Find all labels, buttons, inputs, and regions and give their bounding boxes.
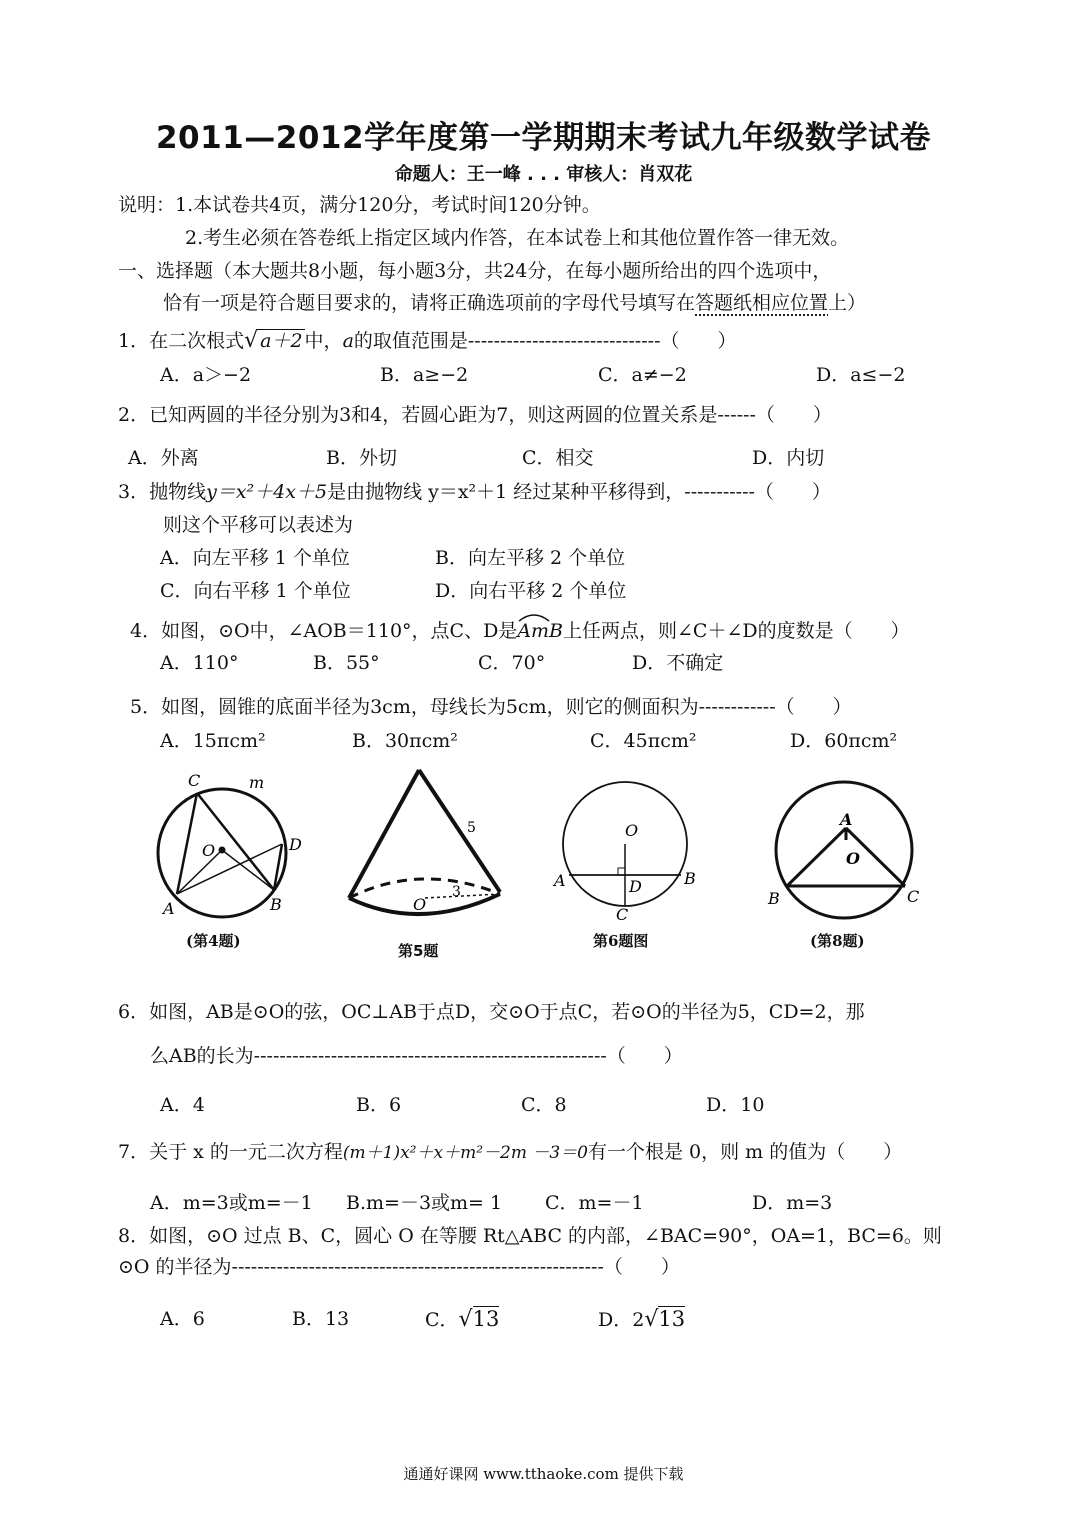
note-line-2: 2.考生必须在答卷纸上指定区域内作答，在本试卷上和其他位置作答一律无效。: [185, 227, 850, 249]
fig8-label: O: [846, 849, 860, 868]
q8-option-a: A．6: [160, 1308, 205, 1330]
fig5-slant-right: [419, 770, 500, 892]
footer-text: 通通好课网 www.tthaoke.com 提供下载: [403, 1465, 684, 1483]
fig4-line-ca: [177, 793, 197, 894]
q7-stem: 7．关于 x 的一元二次方程: [118, 1141, 343, 1163]
fig8-caption: (第8题): [810, 932, 865, 950]
fig4-label: B: [270, 895, 282, 914]
fig5-caption: 第5题: [398, 942, 439, 960]
question-5: 5．如图，圆锥的底面半径为3cm，母线长为5cm，则它的侧面积为------------（ ）: [130, 696, 852, 718]
fig4-label: C: [188, 771, 201, 790]
fig5-label: O: [413, 895, 427, 914]
q8-option-c: [425, 1306, 499, 1333]
q5-option-b: B．30πcm²: [352, 730, 458, 752]
q4-option-a: A．110°: [160, 652, 239, 674]
note-line-1: 说明：1.本试卷共4页，满分120分，考试时间120分钟。: [118, 194, 601, 216]
fig8-label: B: [768, 889, 780, 908]
q6-option-b: B．6: [356, 1094, 402, 1116]
q2-option-a: A．外离: [128, 447, 199, 469]
q8-option-d-label: D．2: [598, 1309, 645, 1331]
q1-stem-b: 中，: [304, 330, 343, 352]
figure-4: [150, 768, 320, 938]
q7-option-c: C．m=－1: [545, 1192, 644, 1214]
q1-stem-c: 的取值范围是------------------------------（ ）: [353, 330, 737, 352]
fig5-label: 3: [452, 884, 461, 900]
fig6-label: B: [684, 869, 696, 888]
question-6-line-1: 6．如图，AB是⊙O的弦，OC⊥AB于点D，交⊙O于点C，若⊙O的半径为5，CD=2，那: [118, 1001, 865, 1023]
question-8-line-1: 8．如图，⊙O 过点 B、C，圆心 O 在等腰 Rt△ABC 的内部，∠BAC=90°，OA=1，BC=6。则: [118, 1225, 942, 1247]
q1-option-b: B．a≥−2: [380, 364, 469, 386]
fig4-label: D: [289, 835, 302, 854]
q7-equation: (m＋1)x²＋x＋m²－2m －3＝0: [342, 1143, 588, 1163]
q4-option-c: C．70°: [478, 652, 546, 674]
fig6-right-angle-icon: [618, 868, 625, 875]
fig4-label: A: [163, 899, 175, 918]
q1-option-a: A．a＞−2: [160, 364, 252, 386]
figure-5: [340, 762, 510, 922]
q6-option-c: C．8: [521, 1094, 567, 1116]
fig4-center-dot: [219, 847, 226, 854]
q7-option-b: B.m=－3或m= 1: [346, 1192, 503, 1214]
fig5-slant-left: [349, 770, 419, 898]
q4-arc-text: AmB: [517, 620, 564, 642]
q4-arc: [517, 618, 563, 644]
q8-option-d: [598, 1306, 685, 1333]
page-title: 2011—2012学年度第一学期期末考试九年级数学试卷: [155, 120, 932, 156]
q3-stem-c: 则这个平移可以表述为: [163, 514, 354, 536]
fig6-label: O: [625, 821, 639, 840]
q5-option-d: D．60πcm²: [790, 730, 898, 752]
section-dotted-text: 答题纸相应位置: [695, 292, 829, 314]
fig8-circle: [776, 782, 912, 918]
q3-option-a: A．向左平移 1 个单位: [160, 547, 350, 569]
figure-6: [550, 770, 710, 930]
question-8-line-2: ⊙O 的半径为----------------------------------------------------------（ ）: [118, 1256, 680, 1278]
figure-8: [760, 768, 935, 938]
fig8-label: C: [907, 887, 920, 906]
sqrt-sign: √: [644, 1307, 659, 1332]
q4-option-b: B．55°: [313, 652, 380, 674]
question-4: [130, 618, 910, 644]
q2-option-c: C．相交: [522, 447, 594, 469]
fig4-line-ad: [177, 844, 282, 894]
q7-stem-b: 有一个根是 0，则 m 的值为（ ）: [588, 1141, 903, 1163]
q3-stem: 3．抛物线: [118, 481, 207, 503]
page-subtitle: 命题人：王一峰 . . . 审核人：肖双花: [394, 164, 693, 185]
section-text-end: 上）: [828, 292, 867, 314]
section-heading: 一、选择题（本大题共8小题，每小题3分，共24分，在每小题所给出的四个选项中，: [118, 260, 832, 282]
arc-mark-icon: [517, 612, 551, 622]
q1-option-d: D．a≤−2: [816, 364, 906, 386]
fig5-label: 5: [467, 820, 476, 836]
q3-option-d: D．向右平移 2 个单位: [435, 580, 627, 602]
q5-option-c: C．45πcm²: [590, 730, 697, 752]
q5-option-a: A．15πcm²: [160, 730, 266, 752]
fig6-label: C: [616, 905, 629, 924]
q3-stem-b: 是由抛物线 y＝x²＋1 经过某种平移得到，-----------（ ）: [327, 481, 831, 503]
q3-option-b: B．向左平移 2 个单位: [435, 547, 626, 569]
section-heading-line-2: [163, 290, 866, 316]
q4-stem: 4．如图，⊙O中，∠AOB＝110°，点C、D是: [130, 620, 518, 642]
question-3: [118, 479, 831, 505]
q1-radicand: a＋2: [260, 330, 303, 352]
q7-option-a: A．m=3或m=－1: [150, 1192, 313, 1214]
q2-option-b: B．外切: [326, 447, 397, 469]
section-text: 恰有一项是符合题目要求的，请将正确选项前的字母代号填写在: [163, 292, 696, 314]
q6-option-d: D．10: [706, 1094, 765, 1116]
fig6-caption: 第6题图: [593, 932, 649, 950]
question-7: [118, 1139, 902, 1166]
q4-option-d: D．不确定: [632, 652, 724, 674]
q3-equation: y＝x²＋4x＋5: [206, 481, 328, 503]
q8-option-c-label: C．: [425, 1309, 459, 1331]
fig8-line-ab: [787, 828, 846, 886]
fig8-label: A: [840, 810, 853, 829]
q1-option-c: C．a≠−2: [598, 364, 687, 386]
question-2: 2．已知两圆的半径分别为3和4，若圆心距为7，则这两圆的位置关系是------（ ）: [118, 404, 832, 426]
sqrt-sign: √: [244, 328, 259, 353]
fig6-label: D: [629, 877, 642, 896]
fig4-label: m: [249, 773, 265, 792]
q1-var: a: [342, 330, 354, 352]
q8-option-d-radicand: 13: [658, 1307, 686, 1331]
q6-option-a: A．4: [160, 1094, 205, 1116]
q8-option-b: B．13: [292, 1308, 350, 1330]
q2-option-d: D．内切: [752, 447, 825, 469]
q7-option-d: D．m=3: [752, 1192, 833, 1214]
fig4-label: O: [202, 841, 216, 860]
fig6-label: A: [554, 871, 566, 890]
q4-stem-end: 上任两点，则∠C＋∠D的度数是（ ）: [563, 620, 910, 642]
question-1: [118, 328, 737, 354]
q8-option-c-radicand: 13: [472, 1307, 500, 1331]
fig4-caption: (第4题): [186, 932, 241, 950]
sqrt-sign: √: [458, 1307, 473, 1332]
question-6-line-2: 么AB的长为-------------------------------------------------------（ ）: [150, 1045, 683, 1067]
q1-stem: 1．在二次根式: [118, 330, 245, 352]
q3-option-c: C．向右平移 1 个单位: [160, 580, 351, 602]
